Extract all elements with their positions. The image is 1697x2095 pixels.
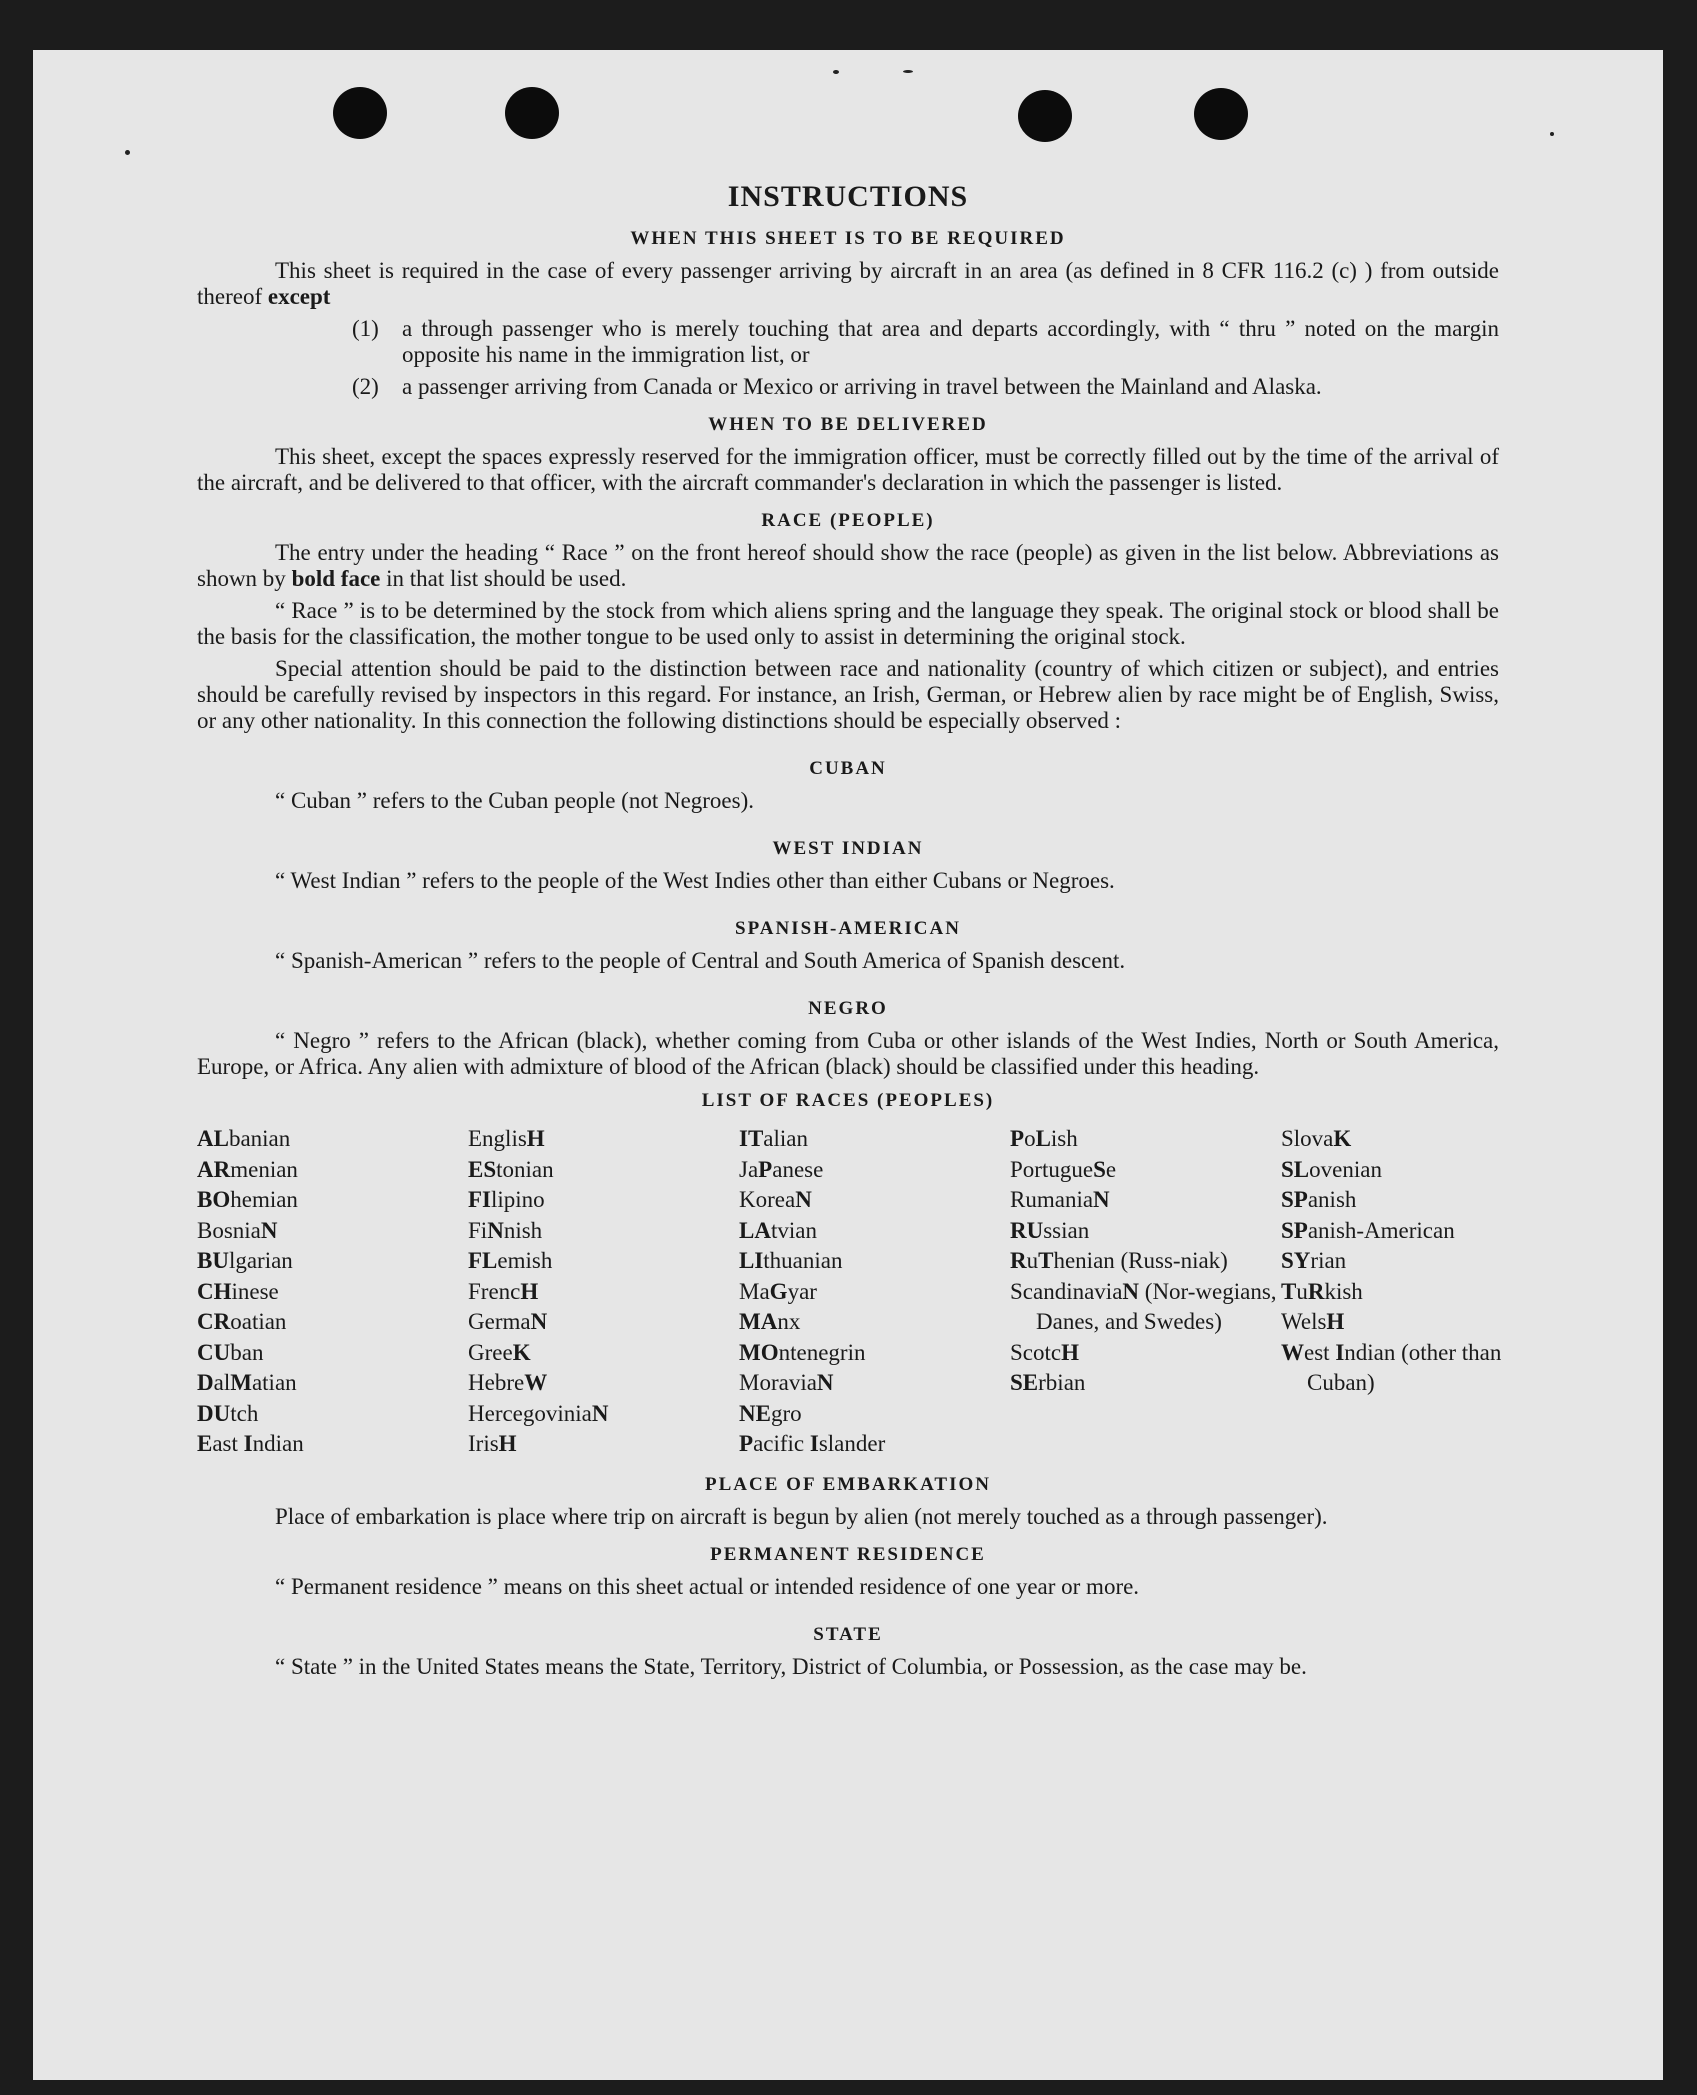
races-column (197, 1124, 468, 1460)
race-entry: EStonian (468, 1156, 554, 1182)
heading-required: WHEN THIS SHEET IS TO BE REQUIRED (630, 228, 1066, 249)
race-entry: ITalian (739, 1126, 808, 1151)
negro-text: “ Negro ” refers to the African (black), whether coming from Cuba or other islands of the West Indies, North or South America, Europe, or Africa. Any alien with admixture of blood of the African (black) should be classified under this heading. (197, 1028, 1499, 1079)
race-entry: NEgro (739, 1400, 802, 1426)
race-entry: GreeK (468, 1339, 531, 1365)
race-entry: East Indian (197, 1431, 304, 1456)
punch-hole (1194, 88, 1248, 140)
race-entry: RUssian (1010, 1217, 1090, 1243)
heading-embarkation: PLACE OF EMBARKATION (705, 1473, 991, 1495)
race-entry: SPanish (1281, 1187, 1357, 1212)
cuban-text: “ Cuban ” refers to the Cuban people (not Negroes). (275, 788, 755, 813)
race-entry: FIlipino (468, 1187, 545, 1212)
heading-west-indian: WEST INDIAN (772, 838, 924, 859)
heading-spanish-american: SPANISH-AMERICAN (735, 918, 961, 939)
race-entry: MOntenegrin (739, 1339, 866, 1365)
west-indian-text: “ West Indian ” refers to the people of the West Indies other than either Cubans or Negroes. (275, 868, 1115, 893)
race-entry: IrisH (468, 1431, 517, 1456)
ink-speck (833, 70, 839, 74)
race-entry: ALbanian (197, 1126, 291, 1151)
spanish-american-text: “ Spanish-American ” refers to the people of Central and South America of Spanish descent. (275, 948, 1126, 973)
ink-speck (125, 150, 130, 155)
race-entry: PoLish (1010, 1126, 1078, 1151)
document-sheet (33, 50, 1663, 2080)
required-intro: This sheet is required in the case of every passenger arriving by aircraft in an area (as defined in 8 CFR 116.2 (c) ) from outside thereof except (197, 258, 1499, 309)
race-entry: SErbian (1010, 1370, 1086, 1395)
race-entry: RuThenian (Russ-niak) (1010, 1248, 1228, 1273)
race-entry: LAtvian (739, 1217, 817, 1243)
race-entry: RumaniaN (1010, 1187, 1110, 1212)
race-entry: SYrian (1281, 1248, 1347, 1273)
race-entry: BOhemian (197, 1187, 298, 1212)
race-entry: Pacific Islander (739, 1431, 886, 1456)
race-entry: FLemish (468, 1248, 553, 1273)
race-entry: BosniaN (197, 1217, 278, 1243)
embarkation-text: Place of embarkation is place where trip on aircraft is begun by alien (not merely touched as a through passenger). (275, 1503, 1328, 1529)
required-item: (1) a through passenger who is merely touching that area and departs accordingly, with “ thru ” noted on the margin opposite his name in the immigration list, or (352, 316, 1499, 367)
race-entry: CRoatian (197, 1309, 287, 1334)
race-entry: SLovenian (1281, 1156, 1382, 1182)
race-paragraph-3: Special attention should be paid to the distinction between race and nationality (country of which citizen or subject), and entries should be carefully revised by inspectors in this regard. For instance, an Irish, German, or Hebrew alien by race might be of English, Swiss, or any other nationality. In this connection the following distinctions should be especially observed : (197, 656, 1499, 733)
required-item: (2) a passenger arriving from Canada or Mexico or arriving in travel between the Mainland and Alaska. (352, 374, 1322, 399)
race-entry: ScandinaviaN (Nor-wegians, Danes, and Swedes) (1010, 1278, 1277, 1334)
race-entry: GermaN (468, 1309, 548, 1334)
race-entry: FiNnish (468, 1217, 543, 1243)
race-entry: West Indian (other than Cuban) (1281, 1339, 1502, 1395)
heading-delivered: WHEN TO BE DELIVERED (708, 414, 988, 435)
page-title: INSTRUCTIONS (727, 180, 969, 213)
race-entry: KoreaN (739, 1187, 812, 1212)
punch-hole (333, 87, 387, 139)
punch-hole (1018, 90, 1072, 142)
race-entry: MoraviaN (739, 1370, 834, 1395)
heading-residence: PERMANENT RESIDENCE (710, 1543, 986, 1565)
race-entry: WelsH (1281, 1309, 1345, 1334)
heading-cuban: CUBAN (809, 758, 887, 779)
race-entry: EnglisH (468, 1126, 545, 1151)
heading-negro: NEGRO (808, 998, 888, 1019)
race-entry: SPanish-American (1281, 1217, 1455, 1243)
races-column (468, 1124, 739, 1460)
heading-list-of-races: LIST OF RACES (PEOPLES) (701, 1090, 995, 1111)
ink-speck (1550, 132, 1554, 136)
race-paragraph-2: “ Race ” is to be determined by the stock from which aliens spring and the language they speak. The original stock or blood shall be the basis for the classification, the mother tongue to be used only to assist in determining the original stock. (197, 598, 1499, 649)
ink-speck (903, 70, 913, 73)
race-entry: PortugueSe (1010, 1156, 1117, 1182)
race-entry: JaPanese (739, 1156, 824, 1182)
race-entry: HercegoviniaN (468, 1400, 609, 1426)
heading-race: RACE (PEOPLE) (761, 510, 935, 531)
race-entry: CHinese (197, 1278, 279, 1304)
race-entry: MaGyar (739, 1278, 817, 1304)
race-entry: MAnx (739, 1309, 801, 1334)
races-column (1281, 1124, 1552, 1460)
heading-state: STATE (813, 1623, 883, 1645)
race-entry: LIthuanian (739, 1248, 843, 1273)
race-entry: FrencH (468, 1278, 539, 1304)
state-text: “ State ” in the United States means the State, Territory, District of Columbia, or Possession, as the case may be. (275, 1653, 1307, 1679)
race-entry: HebreW (468, 1370, 548, 1395)
race-entry: DalMatian (197, 1370, 297, 1395)
race-entry: BUlgarian (197, 1248, 293, 1273)
punch-hole (505, 87, 559, 139)
race-entry: CUban (197, 1339, 264, 1365)
race-entry: SlovaK (1281, 1126, 1352, 1151)
race-paragraph-1: The entry under the heading “ Race ” on the front hereof should show the race (people) as given in the list below. Abbreviations as shown by bold face in that list should be used. (197, 540, 1499, 591)
race-entry: TuRkish (1281, 1278, 1363, 1304)
races-column (1010, 1124, 1281, 1460)
residence-text: “ Permanent residence ” means on this sheet actual or intended residence of one year or more. (275, 1573, 1140, 1599)
delivered-text: This sheet, except the spaces expressly reserved for the immigration officer, must be correctly filled out by the time of the arrival of the aircraft, and be delivered to that officer, with the aircraft commander's declaration in which the passenger is listed. (197, 444, 1499, 495)
races-column (739, 1124, 1010, 1460)
instructions-content (197, 180, 1502, 1680)
race-entry: ScotcH (1010, 1339, 1079, 1365)
race-entry: ARmenian (197, 1156, 298, 1182)
races-list (197, 1124, 1502, 1460)
race-entry: DUtch (197, 1400, 259, 1426)
